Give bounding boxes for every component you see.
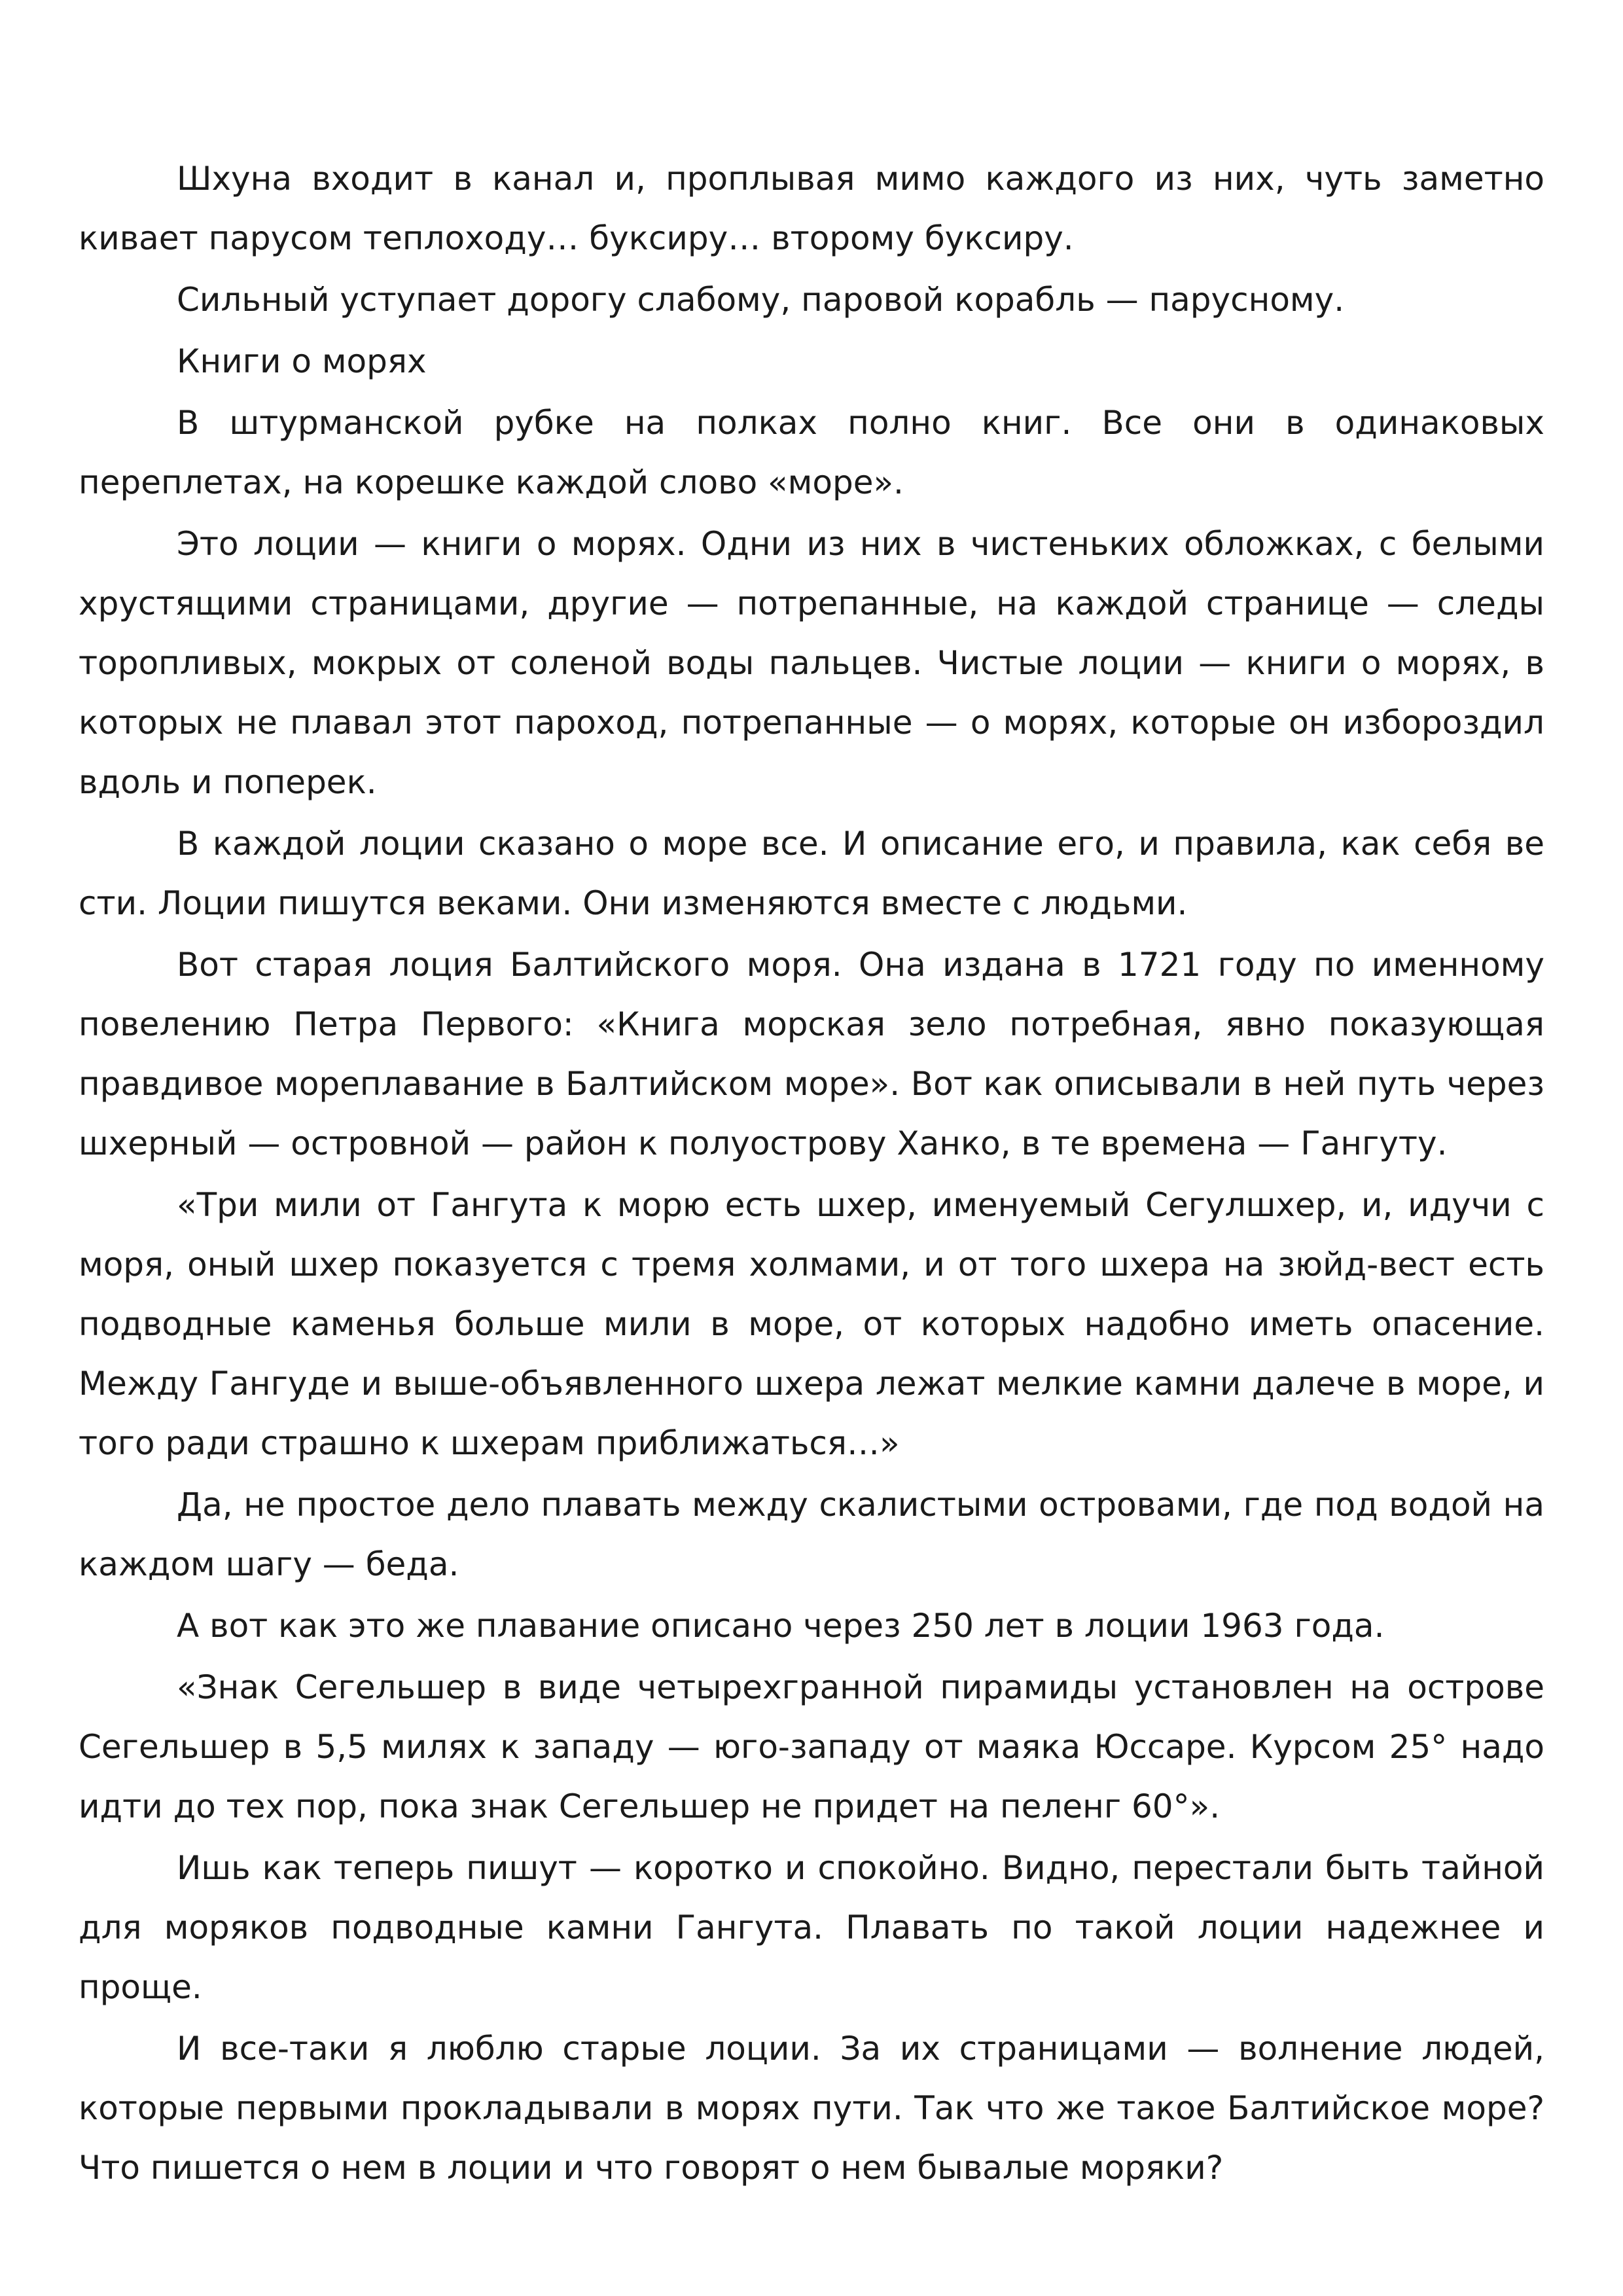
- paragraph-11: Ишь как теперь пишут — коротко и спокойно. Видно, перестали быть тайной для моряков подводные камни Гангута. Плавать по такой лоции надежнее и проще.: [79, 1849, 1544, 2006]
- document-page: [79, 149, 1544, 2200]
- paragraph-7: «Три мили от Гангута к морю есть шхер, именуемый Сегулшхер, и, идучи с моря, оный шхер показуется с тремя холмами, и от того шхера на зюйд-вест есть подводные каменья больше мили в море, от которых надобно иметь опасение. Между Гангуде и выше-объявленного шхера лежат мелкие камни далече в море, и того ради страшно к шхерам приближаться…»: [79, 1186, 1544, 1462]
- paragraph-2: Сильный уступает дорогу слабому, паровой корабль — парусному.: [177, 281, 1345, 319]
- paragraph-1: Шхуна входит в канал и, проплывая мимо каждого из них, чуть заметно кивает парусом теплоходу… буксиру… второму буксиру.: [79, 160, 1544, 257]
- section-heading: Книги о морях: [177, 342, 427, 380]
- paragraph-8: Да, не простое дело плавать между скалистыми островами, где под водой на каждом шагу — беда.: [79, 1486, 1544, 1583]
- paragraph-10: «Знак Сегельшер в виде четырехгранной пирамиды установлен на острове Сегельшер в 5,5 милях к западу — юго-западу от маяка Юссаре. Курсом 25° надо идти до тех пор, пока знак Сегельшер не придет на пеленг 60°».: [79, 1668, 1544, 1825]
- paragraph-5: В каждой лоции сказано о море все. И описание его, и правила, как себя ве сти. Лоции пишутся веками. Они изменяются вместе с людьми.: [79, 825, 1544, 922]
- paragraph-4: Это лоции — книги о морях. Одни из них в чистеньких обложках, с белыми хрустящими страницами, другие — потрепанные, на каждой странице — следы торопливых, мокрых от соленой воды пальцев. Чистые лоции — книги о морях, в которых не плавал этот пароход, потрепанные — о морях, которые он избороздил вдоль и поперек.: [79, 525, 1544, 801]
- paragraph-6: Вот старая лоция Балтийского моря. Она издана в 1721 году по именному повелению Петра Первого: «Книга морская зело потребная, явно показующая правдивое мореплавание в Балтийском море». Вот как описывали в ней путь через шхерный — островной — район к полуострову Ханко, в те времена — Гангуту.: [79, 946, 1544, 1162]
- paragraph-3: В штурманской рубке на полках полно книг. Все они в одинаковых переплетах, на корешке каждой слово «море».: [79, 404, 1544, 501]
- paragraph-9: А вот как это же плавание описано через 250 лет в лоции 1963 года.: [177, 1607, 1385, 1645]
- paragraph-12: И все-таки я люблю старые лоции. За их страницами — волнение людей, которые первыми прокладывали в морях пути. Так что же такое Балтийское море? Что пишется о нем в лоции и что говорят о нем бывалые моряки?: [79, 2030, 1544, 2187]
